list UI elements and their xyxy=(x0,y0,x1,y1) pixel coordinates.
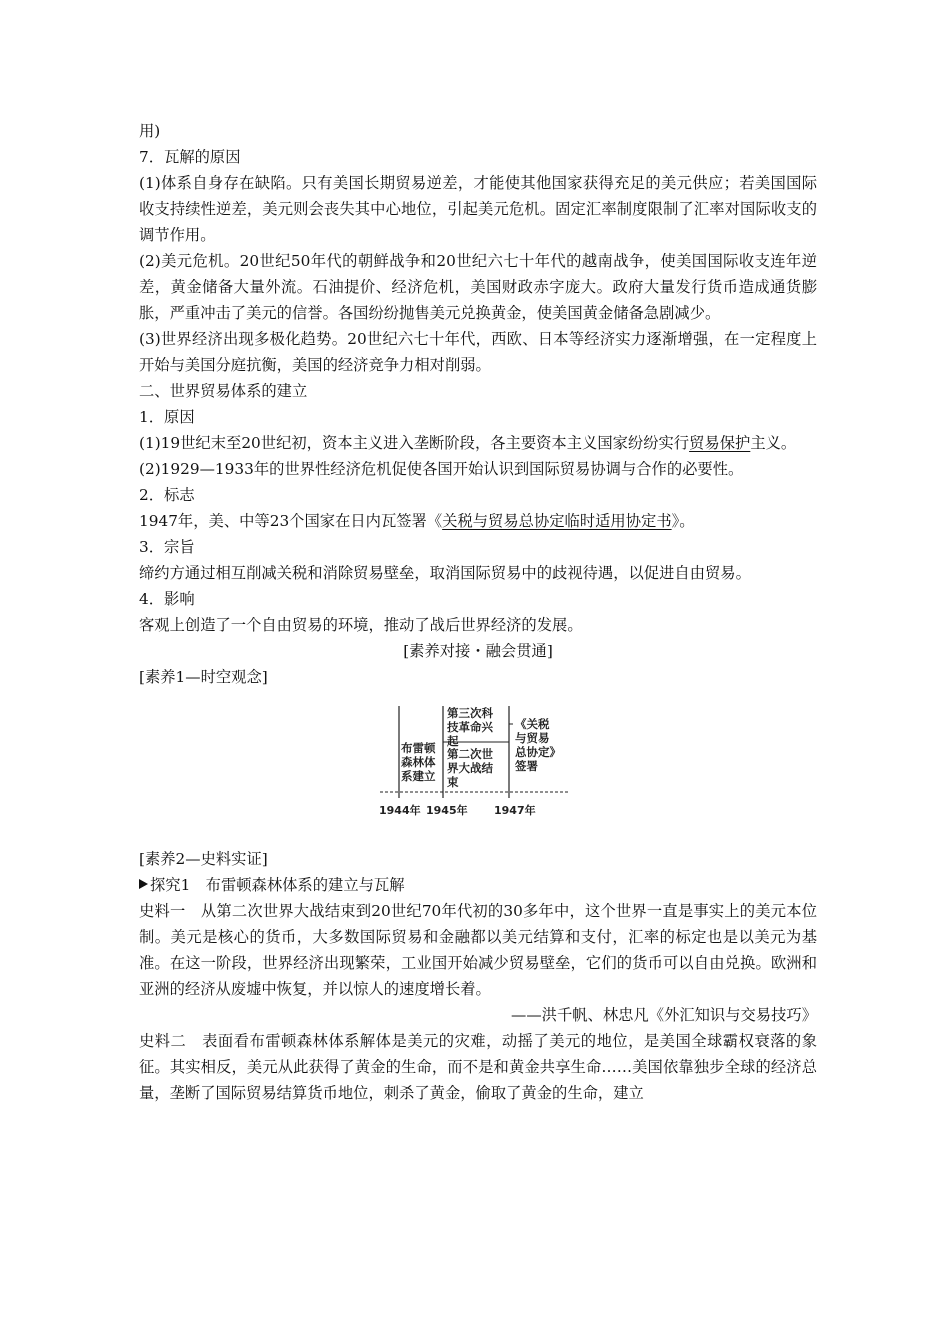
timeline-year-1945: 1945年 xyxy=(426,804,468,817)
text-fragment: 主义。 xyxy=(750,434,797,452)
heading-cause: 1．原因 xyxy=(139,408,195,426)
section-banner: [素养对接・融会贯通] xyxy=(403,642,553,660)
paragraph-purpose: 缔约方通过相互削减关税和消除贸易壁垒，取消国际贸易中的歧视待遇，以促进自由贸易。 xyxy=(139,564,751,582)
document-page xyxy=(139,118,817,1106)
text-fragment: (1)19世纪末至20世纪初，资本主义进入垄断阶段，各主要资本主义国家纷纷实行 xyxy=(139,434,690,452)
paragraph-economic-crisis: (2)1929—1933年的世界性经济危机促使各国开始认识到国际贸易协调与合作的必要性。 xyxy=(139,460,744,478)
explore-label: 探究1 xyxy=(150,876,191,894)
paragraph-dollar-crisis: (2)美元危机。20世纪50年代的朝鲜战争和20世纪六七十年代的越南战争，使美国国际收支连年逆差，黄金储备大量外流。石油提价、经济危机，美国财政赤字庞大。政府大量发行货币造成通货膨胀，严重冲击了美元的信誉。各国纷纷抛售美元兑换黄金，使美国黄金储备急剧减少。 xyxy=(139,252,817,322)
text-fragment: 1947年，美、中等23个国家在日内瓦签署《 xyxy=(139,512,443,530)
source-one-citation: ——洪千帆、林忠凡《外汇知识与交易技巧》 xyxy=(511,1006,817,1024)
text-fragment: 》。 xyxy=(671,512,695,530)
paragraph-protectionism xyxy=(139,430,817,456)
paragraph-impact: 客观上创造了一个自由贸易的环境，推动了战后世界经济的发展。 xyxy=(139,616,583,634)
heading-impact: 4．影响 xyxy=(139,590,195,608)
carry-over-line: 用) xyxy=(139,122,161,140)
timeline-year-1947: 1947年 xyxy=(494,804,536,817)
source-one-text: 史料一 从第二次世界大战结束到20世纪70年代初的30多年中，这个世界一直是事实上的美元本位制。美元是核心的货币，大多数国际贸易和金融都以美元结算和支付，汇率的标定也是以美元为基准。在这一阶段，世界经济出现繁荣，工业国开始减少贸易壁垒，它们的货币可以自由兑换。欧洲和亚洲的经济从废墟中恢复，并以惊人的速度增长着。 xyxy=(139,902,817,998)
heading-sign: 2．标志 xyxy=(139,486,195,504)
explore-heading xyxy=(139,872,817,898)
literacy-label-1: [素养1—时空观念] xyxy=(139,668,268,686)
timeline-diagram xyxy=(139,696,817,842)
underlined-term: 关税与贸易总协定临时适用协定书 xyxy=(442,512,672,530)
timeline-box-bretton-woods: 布雷顿 森林体 系建立 xyxy=(401,741,436,783)
arrow-icon xyxy=(139,879,148,889)
timeline-year-1944: 1944年 xyxy=(379,804,421,817)
paragraph-gatt-signing xyxy=(139,508,817,534)
heading-collapse-reasons: 7．瓦解的原因 xyxy=(139,148,241,166)
timeline-box-tech-revolution: 第三次科 技革命兴 起 xyxy=(447,706,493,748)
section-title-trade-system: 二、世界贸易体系的建立 xyxy=(139,382,308,400)
explore-title: 布雷顿森林体系的建立与瓦解 xyxy=(205,876,405,894)
underlined-term: 贸易保护 xyxy=(689,434,751,452)
paragraph-multipolar: (3)世界经济出现多极化趋势。20世纪六七十年代，西欧、日本等经济实力逐渐增强，在一定程度上开始与美国分庭抗衡，美国的经济竞争力相对削弱。 xyxy=(139,330,817,374)
timeline-box-gatt: 《关税 与贸易 总协定》 签署 xyxy=(515,717,561,773)
literacy-label-2: [素养2—史料实证] xyxy=(139,850,268,868)
source-two-text: 史料二 表面看布雷顿森林体系解体是美元的灾难，动摇了美元的地位，是美国全球霸权衰落的象征。其实相反，美元从此获得了黄金的生命，而不是和黄金共享生命……美国依靠独步全球的经济总量，垄断了国际贸易结算货币地位，刺杀了黄金，偷取了黄金的生命，建立 xyxy=(139,1032,817,1102)
heading-purpose: 3．宗旨 xyxy=(139,538,195,556)
timeline-box-ww2-end: 第二次世 界大战结 束 xyxy=(447,747,493,789)
paragraph-system-defect: (1)体系自身存在缺陷。只有美国长期贸易逆差，才能使其他国家获得充足的美元供应；若美国国际收支持续性逆差，美元则会丧失其中心地位，引起美元危机。固定汇率制度限制了汇率对国际收支的调节作用。 xyxy=(139,174,817,244)
